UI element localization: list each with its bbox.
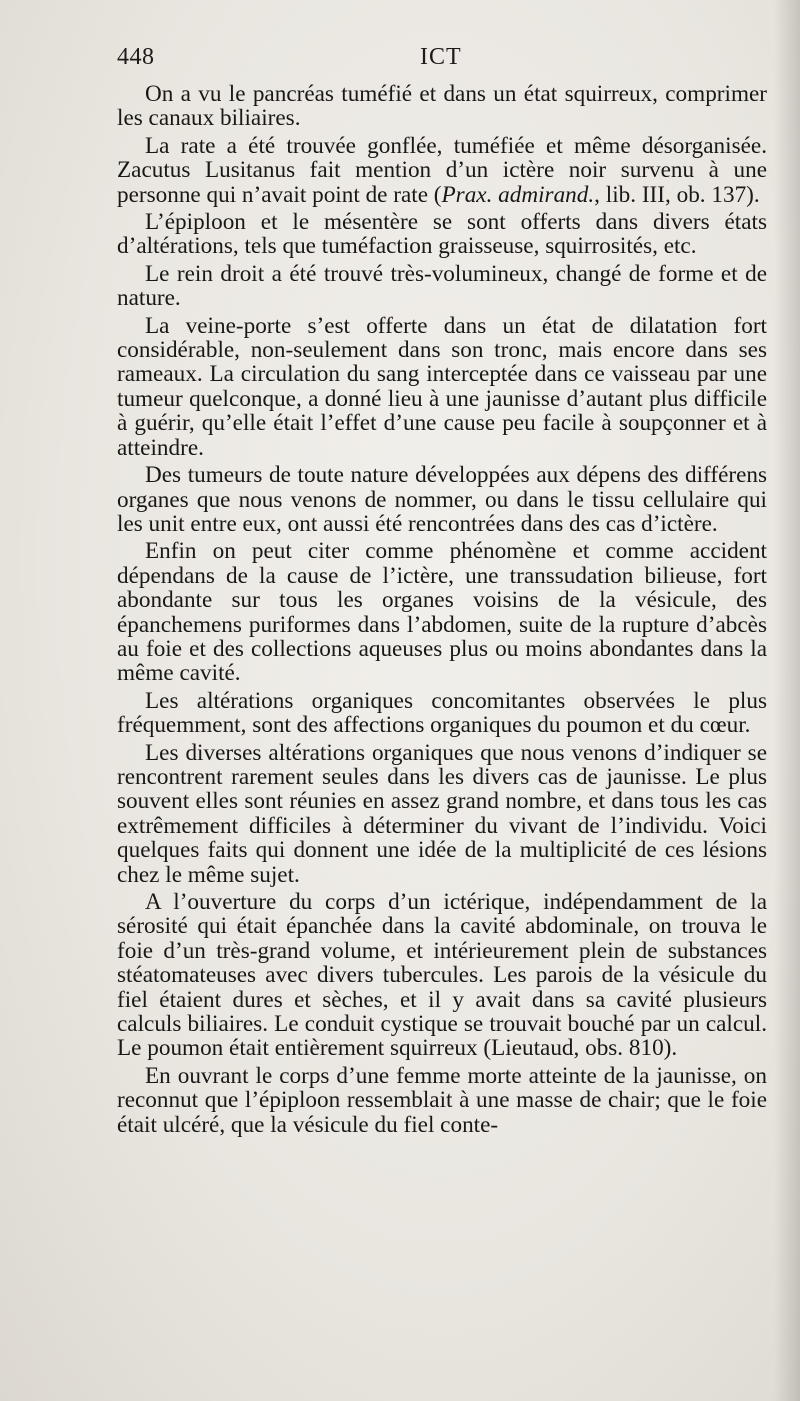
rate-text-after: , lib. III, ob. 137).: [594, 181, 760, 208]
body-text: [117, 82, 767, 1137]
paragraph-femme-morte: En ouvrant le corps d’une femme morte atteinte de la jaunisse, on reconnut que l’épiploon ressemblait à une masse de chair; que le foie était ulcéré, que la vésicule du fiel conte-: [117, 1062, 767, 1138]
paragraph-veine-porte: La veine-porte s’est offerte dans un état de dilatation fort considérable, non-seulement dans son tronc, mais encore dans ses rameaux. La circulation du sang interceptée dans ce vaisseau par une tumeur quelconque, a donné lieu à une jaunisse d’autant plus difficile à guérir, qu’elle était l’effet d’une cause peu facile à soupçonner et à atteindre.: [117, 312, 767, 461]
paragraph-tumeurs: Des tumeurs de toute nature développées aux dépens des différens organes que nous venons de nommer, ou dans le tissu cellulaire qui les unit entre eux, ont aussi été rencontrées dans des cas d’ictère.: [117, 462, 767, 537]
paragraph-diverses-alterations: Les diverses altérations organiques que nous venons d’indiquer se rencontrent rarement seules dans les divers cas de jaunisse. Le plus souvent elles sont réunies en assez grand nombre, et dans tous les cas extrêmement difficiles à déterminer du vivant de l’individu. Voici quelques faits qui donnent une idée de la multiplicité de ces lésions chez le même sujet.: [117, 739, 767, 888]
page-header: [117, 44, 767, 80]
paragraph-alterations-concomitantes: Les altérations organiques concomitantes observées le plus fréquemment, sont des affections organiques du poumon et du cœur.: [117, 687, 767, 739]
paragraph-enfin: Enfin on peut citer comme phénomène et comme accident dépendans de la cause de l’ictère, une transsudation bilieuse, fort abondante sur tous les organes voisins de la vésicule, des épanchemens puriformes dans l’abdomen, suite de la rupture d’abcès au foie et des collections aqueuses plus ou moins abondantes dans la même cavité.: [117, 538, 767, 687]
paragraph-epiploon: L’épiploon et le mésentère se sont offerts dans divers états d’altérations, tels que tuméfaction graisseuse, squirrosités, etc.: [117, 209, 767, 260]
rate-text-before: La rate a été trouvée gonflée, tuméfiée et même désorganisée. Zacutus Lusitanus fait mention d’un ictère noir survenu à une personne qui n’avait point de rate (: [117, 132, 767, 208]
paragraph-ouverture: A l’ouverture du corps d’un ictérique, indépendamment de la sérosité qui était épanchée dans la cavité abdominale, on trouva le foie d’un très-grand volume, et intérieurement plein de substances stéatomateuses avec divers tubercules. Les parois de la vésicule du fiel étaient dures et sèches, et il y avait dans sa cavité plusieurs calculs biliaires. Le conduit cystique se trouvait bouché par un calcul. Le poumon était entièrement squirreux (Lieutaud, obs. 810).: [117, 889, 767, 1062]
paragraph-rate: [117, 134, 767, 207]
paragraph-rein: Le rein droit a été trouvé très-volumineux, changé de forme et de nature.: [117, 260, 767, 312]
page-number: 448: [117, 44, 155, 70]
citation-title: Prax. admirand.: [441, 181, 595, 208]
running-head: ICT: [420, 44, 462, 70]
paragraph-pancreas: On a vu le pancréas tuméfié et dans un état squirreux, comprimer les canaux biliaires.: [117, 81, 767, 132]
